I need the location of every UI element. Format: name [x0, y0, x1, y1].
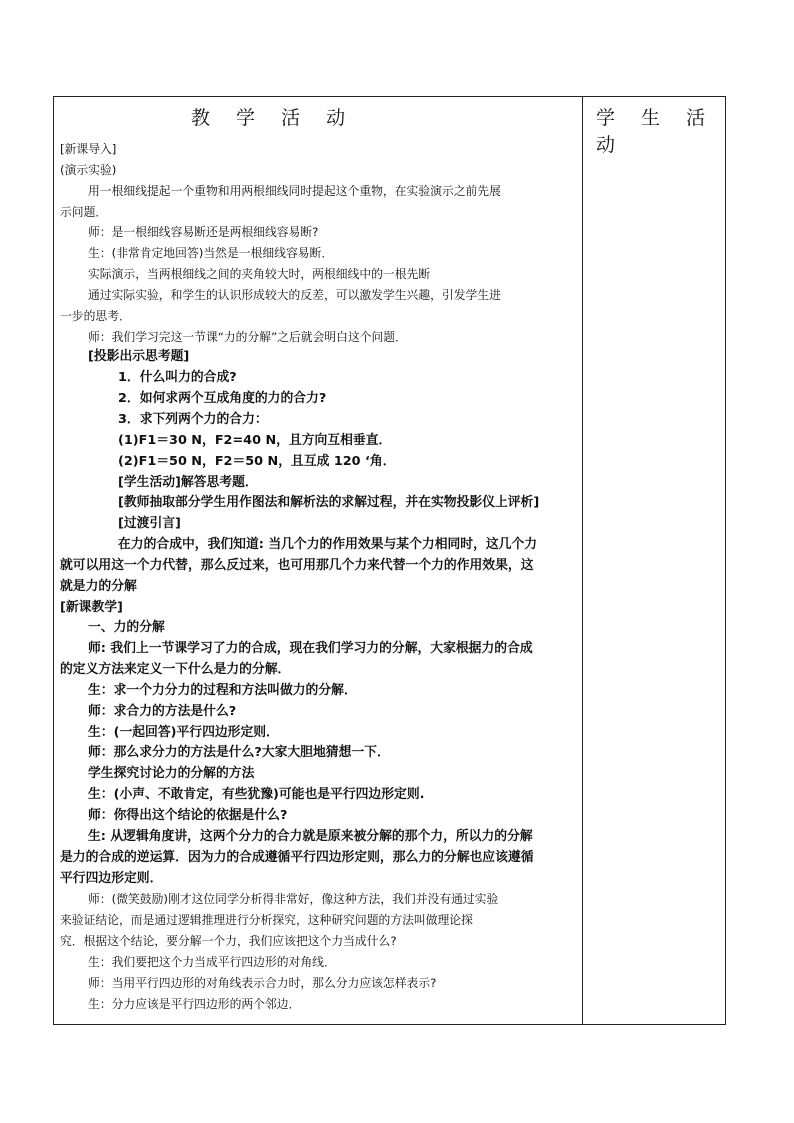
text-line: 来验证结论，而是通过逻辑推理进行分析探究，这种研究问题的方法叫做理论探 — [60, 913, 473, 928]
teacher-activity-header: 教 学 活 动 — [191, 107, 356, 129]
text-line: 是力的合成的逆运算．因为力的合成遵循平行四边形定则，那么力的分解也应该遵循 — [60, 849, 534, 865]
section-new-lesson: [新课教学] — [60, 599, 123, 615]
question-item: 2．如何求两个互成角度的力的合力? — [118, 391, 327, 407]
text-line: 平行四边形定则． — [60, 870, 163, 886]
student-activity-header: 学 生 活 动 — [596, 107, 716, 156]
text-line: 生: 从逻辑角度讲，这两个分力的合力就是原来被分解的那个力，所以力的分解 — [88, 828, 533, 844]
question-item: 3．求下列两个力的合力： — [118, 411, 268, 427]
text-line: 师：那么求分力的方法是什么?大家大胆地猜想一下． — [88, 745, 390, 761]
text-line: 示问题． — [60, 204, 108, 219]
text-line: 生：我们要把这个力当成平行四边形的对角线． — [88, 954, 336, 969]
question-subitem: (1)F1＝30 N，F2=40 N，且方向互相垂直． — [118, 432, 392, 448]
question-item: 1．什么叫力的合成? — [118, 370, 237, 386]
text-line: 一步的思考． — [60, 308, 131, 323]
section-new-lesson-intro: [新课导入] — [60, 142, 117, 156]
text-line: 师: 我们上一节课学习了力的合成，现在我们学习力的分解，大家根据力的合成 — [88, 641, 533, 657]
text-line: 师：求合力的方法是什么? — [88, 703, 237, 719]
text-line: 师：你得出这个结论的依据是什么? — [88, 808, 288, 823]
teacher-activity-content — [60, 139, 580, 1014]
lesson-table — [53, 96, 726, 1025]
text-line: 生：(小声、不敢肯定，有些犹豫)可能也是平行四边形定则. — [88, 787, 425, 803]
text-line: 学生探究讨论力的分解的方法 — [88, 766, 255, 782]
text-line: 就是力的分解 — [60, 578, 137, 594]
text-line: 在力的合成中，我们知道: 当几个力的作用效果与某个力相同时，这几个力 — [118, 537, 538, 553]
text-line: 生：(一起回答)平行四边形定则． — [88, 724, 279, 740]
text-line: 师：(微笑鼓励)刚才这位同学分析得非常好，像这种方法，我们并没有通过实验 — [88, 892, 499, 907]
section-transition: [过渡引言] — [118, 516, 181, 532]
section-thinking-questions: [投影出示思考题] — [88, 349, 190, 365]
text-line: 师：当用平行四边形的对角线表示合力时，那么分力应该怎样表示? — [88, 975, 437, 990]
text-line: 师：我们学习完这一节课“力的分解”之后就会明白这个问题． — [88, 329, 407, 344]
text-line: 生：求一个力分力的过程和方法叫做力的分解． — [88, 682, 357, 698]
text-line: [教师抽取部分学生用作图法和解析法的求解过程，并在实物投影仪上评析] — [118, 495, 540, 511]
text-line: 的定义方法来定义一下什么是力的分解． — [60, 662, 291, 678]
text-line: 就可以用这一个力代替，那么反过来，也可用那几个力来代替一个力的作用效果，这 — [60, 557, 534, 573]
text-line: 师：是一根细线容易断还是两根细线容易断? — [88, 225, 319, 240]
subsection-title: 一、力的分解 — [88, 620, 165, 636]
text-line: 生：分力应该是平行四边形的两个邻边． — [88, 996, 301, 1011]
text-line: (演示实验) — [60, 162, 117, 177]
text-line: [学生活动]解答思考题． — [118, 474, 258, 490]
text-line: 通过实际实验，和学生的认识形成较大的反差，可以激发学生兴趣，引发学生进 — [88, 287, 501, 302]
text-line: 究．根据这个结论，要分解一个力，我们应该把这个力当成什么? — [60, 934, 397, 949]
text-line: 实际演示，当两根细线之间的夹角较大时，两根细线中的一根先断 — [88, 267, 431, 282]
text-line: 用一根细线提起一个重物和用两根细线同时提起这个重物，在实验演示之前先展 — [88, 183, 501, 198]
text-line: 生：(非常肯定地回答)当然是一根细线容易断． — [88, 246, 334, 261]
column-divider — [582, 97, 583, 1024]
question-subitem: (2)F1＝50 N，F2＝50 N，且互成 120 ‘角． — [118, 453, 396, 469]
